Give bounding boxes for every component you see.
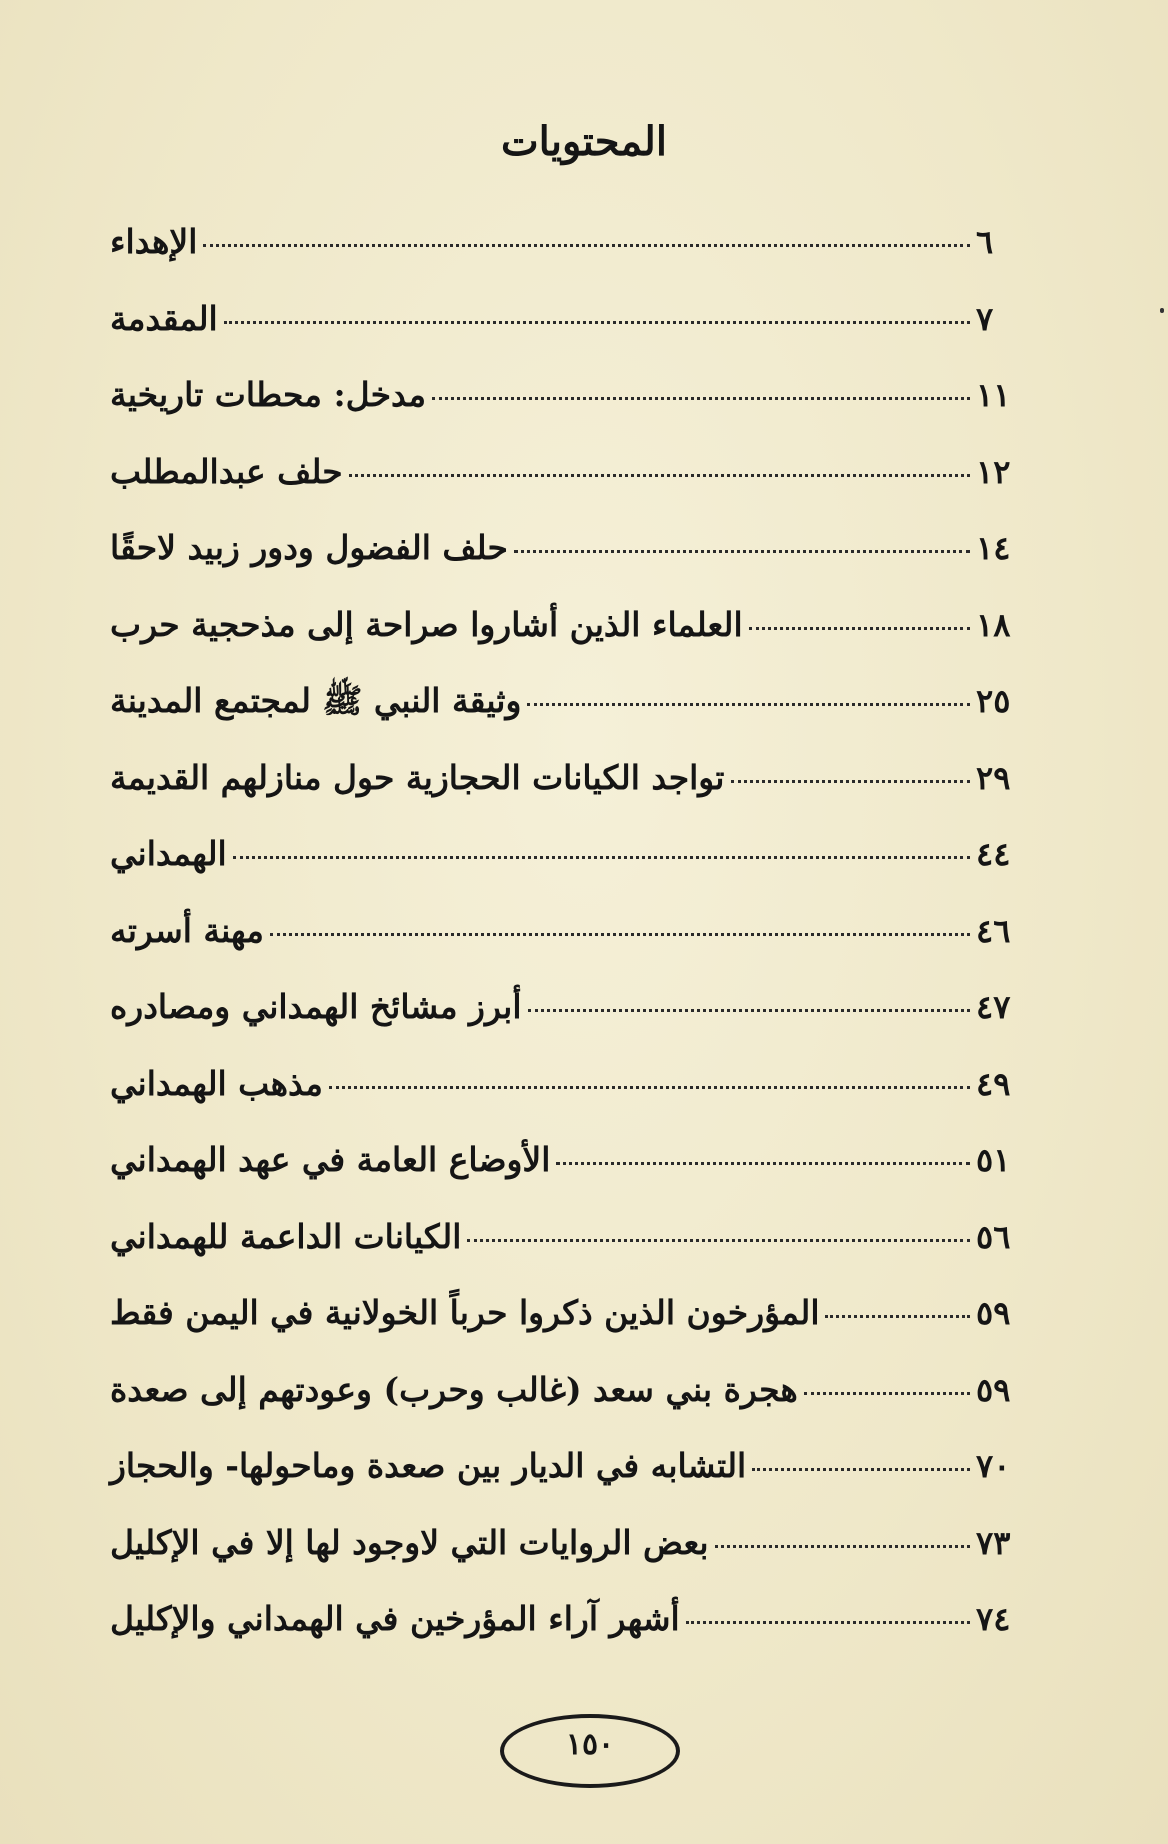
dot-leader	[233, 856, 970, 859]
toc-entry-title: العلماء الذين أشاروا صراحة إلى مذحجية حرب	[110, 604, 743, 644]
dot-leader	[731, 780, 971, 783]
toc-entry	[100, 1293, 1020, 1370]
dot-leader	[349, 474, 970, 477]
dot-leader	[203, 244, 970, 247]
toc-entry	[100, 758, 1020, 835]
dot-leader	[432, 397, 970, 400]
toc-entry-page: ٤٩	[976, 1064, 1011, 1103]
toc-entry-page: ٧٠	[976, 1447, 1011, 1485]
toc-entry-title: المقدمة	[110, 298, 218, 338]
toc-entry-page: ٢٥	[976, 682, 1011, 720]
toc-entry	[100, 681, 1020, 758]
toc-entry-title: أشهر آراء المؤرخين في الهمداني والإكليل	[110, 1599, 680, 1638]
toc-entry	[100, 222, 1020, 299]
toc-entry-page: ٤٧	[976, 988, 1011, 1026]
toc-entry-page: ٧٤	[976, 1600, 1011, 1638]
toc-entry-title: أبرز مشائخ الهمداني ومصادره	[110, 987, 522, 1026]
dot-leader	[752, 1468, 970, 1471]
toc-entry	[100, 1446, 1020, 1523]
dot-leader	[825, 1315, 970, 1318]
ink-speck	[1160, 308, 1164, 313]
dot-leader	[804, 1392, 970, 1395]
toc-entry-page: ٥١	[976, 1141, 1011, 1179]
dot-leader	[556, 1162, 970, 1165]
toc-entry-page: ٦	[976, 223, 994, 261]
dot-leader	[527, 703, 970, 706]
toc-entry-title: المؤرخون الذين ذكروا حرباً الخولانية في اليمن فقط	[110, 1293, 820, 1332]
toc-entry-title: الأوضاع العامة في عهد الهمداني	[110, 1140, 551, 1179]
page-number: ١٥٠	[565, 1727, 615, 1762]
toc-entry-title: مدخل: محطات تاريخية	[110, 375, 427, 414]
toc-entry-page: ٤٦	[976, 911, 1011, 950]
toc-entry	[100, 299, 1020, 376]
toc-entry-page: ٢٩	[976, 758, 1011, 797]
toc-entry	[100, 1599, 1020, 1676]
table-of-contents	[100, 222, 1020, 1676]
toc-entry-page: ١٨	[976, 605, 1011, 644]
toc-entry	[100, 452, 1020, 529]
toc-entry-title: مذهب الهمداني	[110, 1063, 323, 1103]
toc-entry	[100, 834, 1020, 911]
toc-entry-title: مهنة أسرته	[110, 910, 264, 950]
dot-leader	[686, 1621, 970, 1624]
dot-leader	[270, 933, 970, 936]
toc-entry-title: الكيانات الداعمة للهمداني	[110, 1216, 462, 1256]
toc-entry-title: هجرة بني سعد (غالب وحرب) وعودتهم إلى صعدة	[110, 1369, 798, 1409]
toc-entry-page: ١٢	[976, 452, 1011, 491]
toc-entry	[100, 1140, 1020, 1217]
toc-entry-page: ٥٩	[976, 1370, 1011, 1409]
toc-entry	[100, 911, 1020, 988]
toc-entry	[100, 605, 1020, 682]
toc-entry-page: ٥٩	[976, 1294, 1011, 1332]
toc-entry-page: ١٤	[976, 529, 1011, 567]
dot-leader	[467, 1239, 970, 1242]
toc-entry	[100, 1523, 1020, 1600]
toc-entry-page: ١١	[976, 376, 1011, 414]
toc-entry	[100, 987, 1020, 1064]
toc-entry-title: الإهداء	[110, 222, 198, 261]
toc-entry-page: ٤٤	[976, 835, 1011, 873]
dot-leader	[329, 1086, 970, 1089]
toc-entry-page: ٥٦	[976, 1217, 1011, 1256]
dot-leader	[749, 627, 970, 630]
toc-entry-title: التشابه في الديار بين صعدة وماحولها- والحجاز	[110, 1446, 747, 1485]
toc-entry	[100, 1217, 1020, 1294]
page-title: المحتويات	[501, 118, 667, 165]
toc-entry-page: ٧٣	[976, 1523, 1011, 1562]
toc-entry	[100, 1064, 1020, 1141]
toc-entry	[100, 375, 1020, 452]
toc-entry-title: حلف الفضول ودور زبيد لاحقًا	[110, 528, 508, 567]
toc-entry-title: حلف عبدالمطلب	[110, 451, 343, 491]
dot-leader	[715, 1545, 970, 1548]
toc-entry-title: وثيقة النبي ﷺ لمجتمع المدينة	[110, 681, 522, 720]
dot-leader	[224, 321, 970, 324]
dot-leader	[528, 1009, 970, 1012]
dot-leader	[514, 550, 970, 553]
toc-entry-title: تواجد الكيانات الحجازية حول منازلهم القديمة	[110, 757, 725, 797]
toc-entry-page: ٧	[976, 299, 994, 338]
toc-entry	[100, 528, 1020, 605]
toc-entry-title: بعض الروايات التي لاوجود لها إلا في الإكليل	[110, 1522, 709, 1562]
toc-entry-title: الهمداني	[110, 834, 227, 873]
toc-entry	[100, 1370, 1020, 1447]
